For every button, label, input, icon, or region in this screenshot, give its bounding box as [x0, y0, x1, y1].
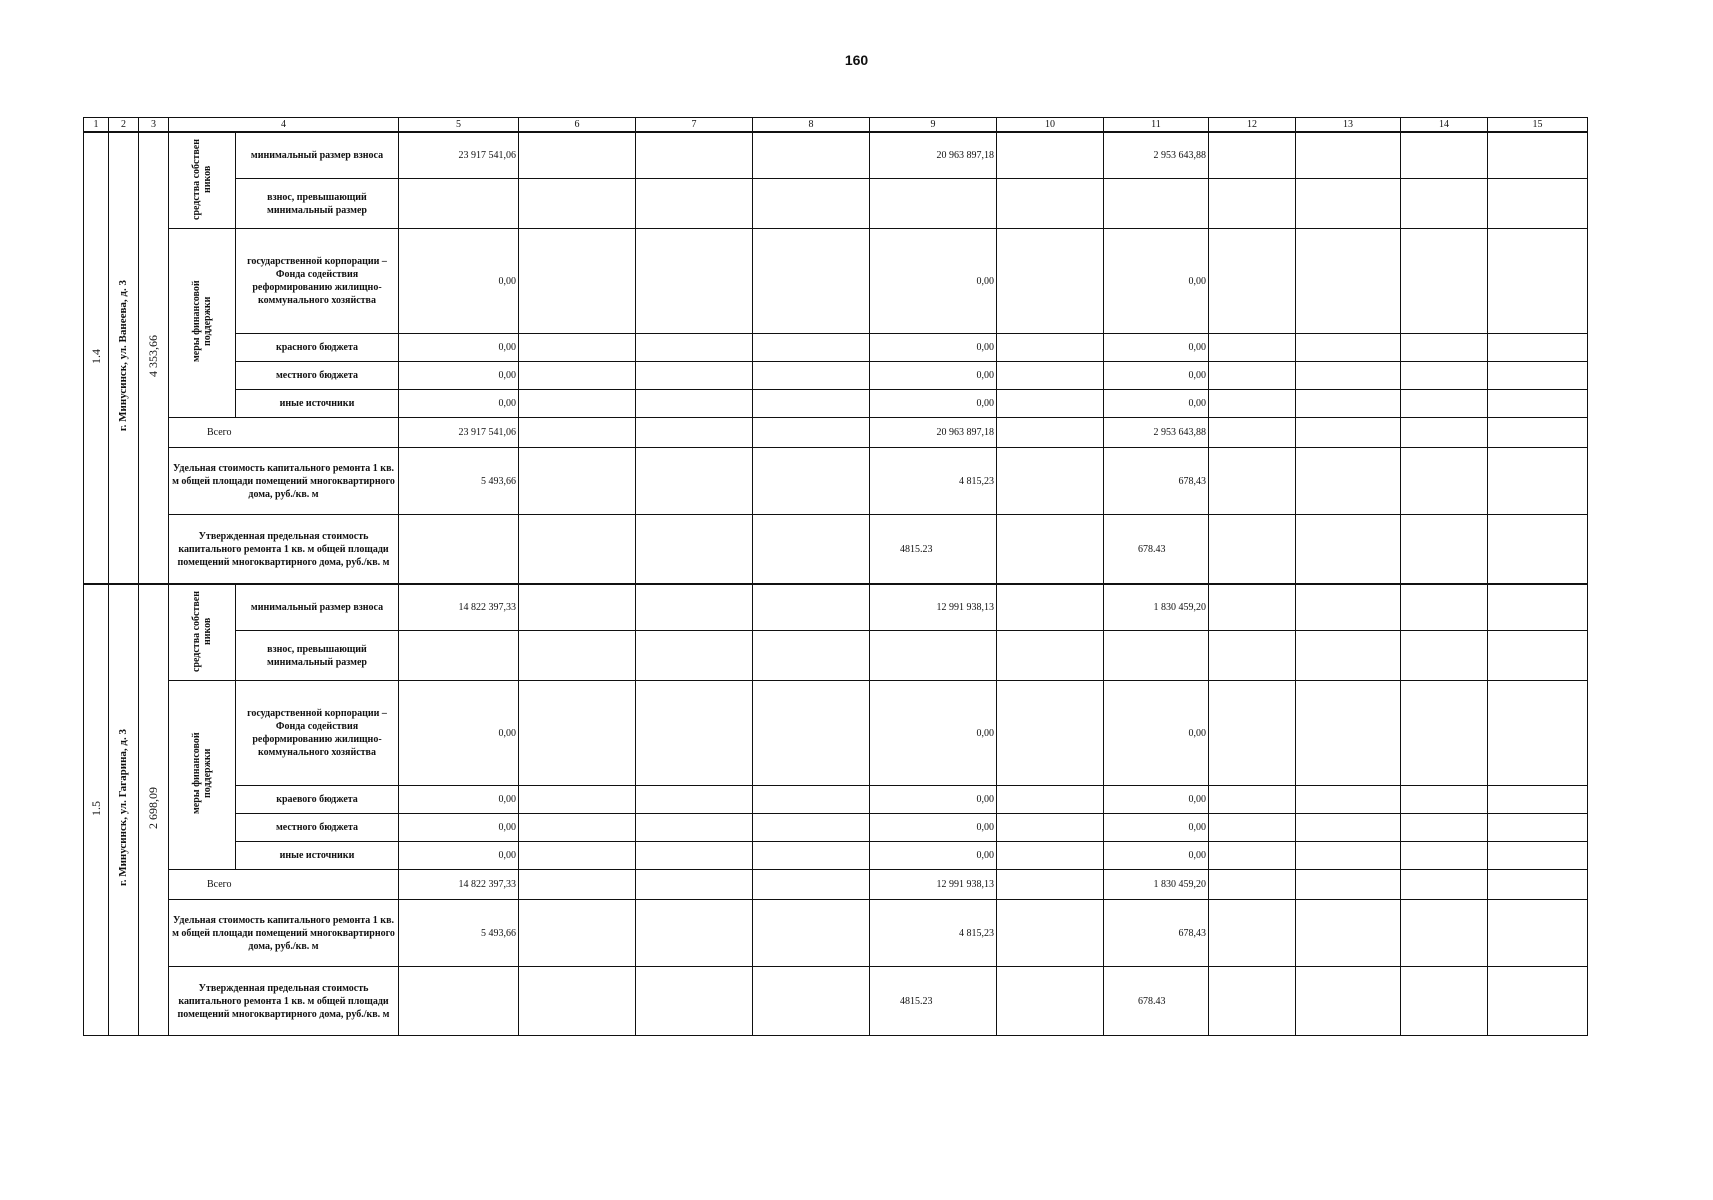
cell-value: 0,00 [870, 814, 997, 842]
cell-value: 0,00 [1104, 229, 1209, 334]
cell-value: 0,00 [399, 390, 519, 418]
total-label: Всего [169, 870, 399, 900]
cell-value: 678,43 [1104, 900, 1209, 967]
cell-value: 0,00 [870, 390, 997, 418]
cell-value: 2 953 643,88 [1104, 132, 1209, 179]
row-label: взнос, превышающий минимальный размер [236, 179, 399, 229]
table-row [84, 870, 1588, 900]
table-row [84, 900, 1588, 967]
cell-value: 0,00 [399, 334, 519, 362]
table-row [84, 842, 1588, 870]
col-header: 8 [753, 118, 870, 133]
building-address: г. Минусинск, ул. Ванеева, д. 3 [109, 132, 139, 584]
financial-support-group: меры финансовой поддержки [169, 229, 236, 418]
row-label: государственной корпорации – Фонда содействия реформированию жилищно-коммунального хозяйства [236, 229, 399, 334]
cell-value: 1 830 459,20 [1104, 870, 1209, 900]
table-row [84, 515, 1588, 585]
cell-value: 20 963 897,18 [870, 132, 997, 179]
cell-value: 0,00 [1104, 334, 1209, 362]
table-row [84, 390, 1588, 418]
row-label: иные источники [236, 390, 399, 418]
table-row [84, 631, 1588, 681]
cell-value: 12 991 938,13 [870, 870, 997, 900]
cell-value: 0,00 [399, 362, 519, 390]
cell-value: 14 822 397,33 [399, 870, 519, 900]
col-header: 7 [636, 118, 753, 133]
row-label: Утвержденная предельная стоимость капитального ремонта 1 кв. м общей площади помещений многоквартирного дома, руб./кв. м [169, 515, 399, 585]
table-row [84, 132, 1588, 179]
cell-value: 4815.23 [870, 967, 997, 1036]
page-number: 160 [844, 52, 869, 68]
cell-value: 0,00 [399, 786, 519, 814]
cell-value: 0,00 [1104, 786, 1209, 814]
cell-value: 5 493,66 [399, 448, 519, 515]
col-header: 11 [1104, 118, 1209, 133]
col-header: 2 [109, 118, 139, 133]
row-label: Удельная стоимость капитального ремонта 1 кв. м общей площади помещений многоквартирного дома, руб./кв. м [169, 900, 399, 967]
row-label: краевого бюджета [236, 786, 399, 814]
cell-value: 1 830 459,20 [1104, 584, 1209, 631]
col-header: 12 [1209, 118, 1296, 133]
building-address: г. Минусинск, ул. Гагарина, д. 3 [109, 584, 139, 1036]
row-label: государственной корпорации – Фонда содействия реформированию жилищно-коммунального хозяйства [236, 681, 399, 786]
row-label: Удельная стоимость капитального ремонта 1 кв. м общей площади помещений многоквартирного дома, руб./кв. м [169, 448, 399, 515]
cell-value: 5 493,66 [399, 900, 519, 967]
owners-funds-group: средства собствен ников [169, 132, 236, 229]
table-row [84, 362, 1588, 390]
row-index: 1.5 [84, 584, 109, 1036]
cell-value: 0,00 [870, 334, 997, 362]
owners-funds-group: средства собствен ников [169, 584, 236, 681]
row-label: местного бюджета [236, 362, 399, 390]
building-block [84, 132, 1588, 584]
row-label: иные источники [236, 842, 399, 870]
row-label: местного бюджета [236, 814, 399, 842]
cell-value: 0,00 [870, 362, 997, 390]
cell-value: 0,00 [870, 681, 997, 786]
cell-value: 678.43 [1104, 515, 1209, 585]
row-label: красного бюджета [236, 334, 399, 362]
cell-value: 0,00 [870, 842, 997, 870]
table-row [84, 786, 1588, 814]
cell-value: 23 917 541,06 [399, 132, 519, 179]
cell-value: 4 815,23 [870, 900, 997, 967]
cell-value: 0,00 [1104, 681, 1209, 786]
capital-repair-table [83, 117, 1588, 1036]
col-header: 1 [84, 118, 109, 133]
row-label: минимальный размер взноса [236, 584, 399, 631]
cell-value: 4815.23 [870, 515, 997, 585]
table-row [84, 418, 1588, 448]
col-header: 15 [1488, 118, 1588, 133]
column-header-row [84, 118, 1588, 133]
cell-value: 0,00 [399, 681, 519, 786]
building-block [84, 584, 1588, 1036]
table-row [84, 448, 1588, 515]
cell-value: 0,00 [870, 229, 997, 334]
cell-value: 0,00 [399, 842, 519, 870]
building-area: 2 698,09 [139, 584, 169, 1036]
table-row [84, 334, 1588, 362]
cell-value: 4 815,23 [870, 448, 997, 515]
cell-value: 678,43 [1104, 448, 1209, 515]
cell-value: 0,00 [1104, 842, 1209, 870]
row-index: 1.4 [84, 132, 109, 584]
cell-value: 0,00 [870, 786, 997, 814]
col-header: 4 [169, 118, 399, 133]
col-header: 13 [1296, 118, 1401, 133]
col-header: 14 [1401, 118, 1488, 133]
col-header: 3 [139, 118, 169, 133]
cell-value: 14 822 397,33 [399, 584, 519, 631]
table-row [84, 967, 1588, 1036]
col-header: 5 [399, 118, 519, 133]
row-label: минимальный размер взноса [236, 132, 399, 179]
cell-value: 0,00 [1104, 390, 1209, 418]
col-header: 9 [870, 118, 997, 133]
building-area: 4 353,66 [139, 132, 169, 584]
row-label: взнос, превышающий минимальный размер [236, 631, 399, 681]
cell-value: 2 953 643,88 [1104, 418, 1209, 448]
cell-value: 0,00 [399, 229, 519, 334]
total-label: Всего [169, 418, 399, 448]
cell-value: 0,00 [399, 814, 519, 842]
table-row [84, 681, 1588, 786]
table-row [84, 179, 1588, 229]
row-label: Утвержденная предельная стоимость капитального ремонта 1 кв. м общей площади помещений многоквартирного дома, руб./кв. м [169, 967, 399, 1036]
cell-value: 0,00 [1104, 362, 1209, 390]
col-header: 6 [519, 118, 636, 133]
cell-value: 23 917 541,06 [399, 418, 519, 448]
table-row [84, 229, 1588, 334]
table-row [84, 584, 1588, 631]
cell-value: 12 991 938,13 [870, 584, 997, 631]
financial-support-group: меры финансовой поддержки [169, 681, 236, 870]
col-header: 10 [997, 118, 1104, 133]
cell-value: 0,00 [1104, 814, 1209, 842]
cell-value: 20 963 897,18 [870, 418, 997, 448]
cell-value: 678.43 [1104, 967, 1209, 1036]
table-row [84, 814, 1588, 842]
